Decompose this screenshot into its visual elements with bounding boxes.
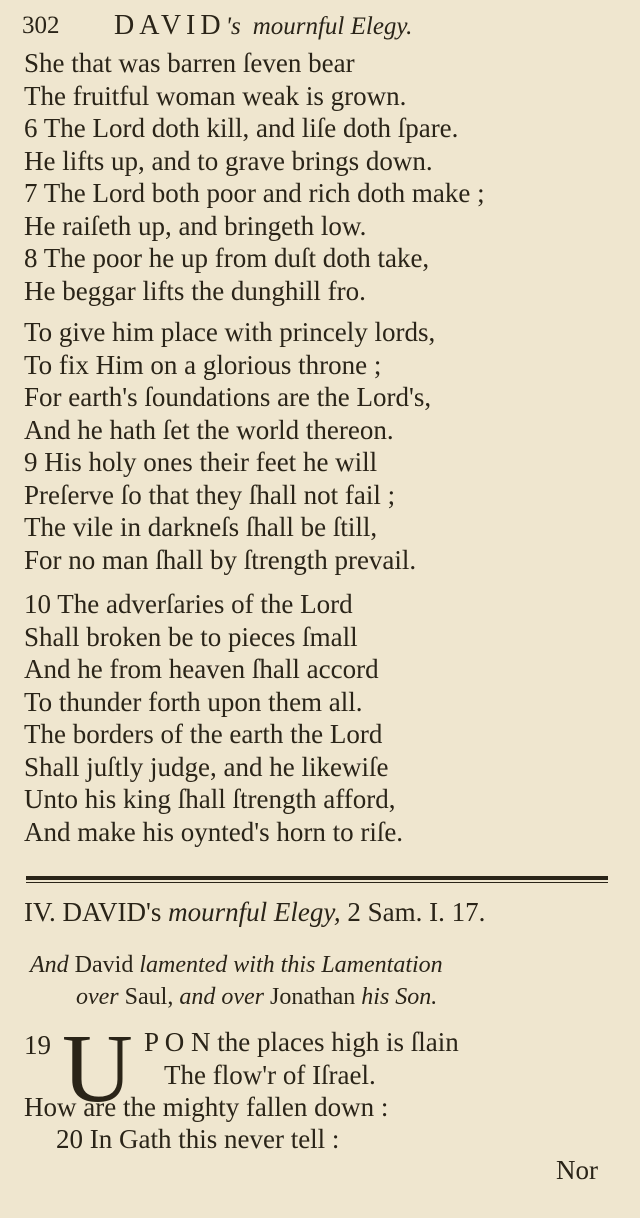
verse-line: He beggar lifts the dunghill fro.	[24, 275, 366, 306]
verse-line: To fix Him on a glorious throne ;	[24, 349, 382, 380]
verse-line: P O N the places high is ſlain	[144, 1027, 459, 1057]
verse-line: To thunder forth upon them all.	[24, 686, 363, 717]
intro-line-1	[30, 952, 443, 979]
running-title-possessive: 's	[225, 13, 241, 40]
verse-line: He raiſeth up, and bringeth low.	[24, 210, 367, 241]
section-divider-thin	[26, 882, 608, 883]
verse-line: The vile in darkneſs ſhall be ſtill,	[24, 512, 378, 542]
running-title-caps: DAVID	[114, 10, 226, 41]
stanza-3	[24, 588, 403, 848]
catchword: Nor	[556, 1155, 598, 1185]
section-number: IV.	[24, 897, 56, 927]
running-header	[22, 8, 622, 44]
intro-text: over	[76, 984, 119, 1010]
intro-name: David	[74, 952, 134, 978]
section-heading	[24, 897, 485, 928]
intro-text: his Son.	[361, 984, 438, 1010]
section-name: DAVID's	[62, 897, 162, 927]
verse-line: Shall juſtly judge, and he likewiſe	[24, 751, 389, 782]
intro-text: And	[30, 952, 69, 978]
verse-line: 9 His holy ones their feet he will	[24, 447, 378, 477]
running-title-italic: mournful Elegy.	[252, 13, 413, 40]
verse-line: 6 The Lord doth kill, and liſe doth ſpare.	[24, 113, 459, 143]
intro-text: lamented with this Lamentation	[139, 952, 443, 978]
verse-line: Shall broken be to pieces ſmall	[24, 621, 358, 652]
verse-line: For earth's ſoundations are the Lord's,	[24, 382, 432, 412]
verse-line: 10 The adverſaries of the Lord	[24, 589, 353, 619]
running-title	[114, 10, 412, 42]
stanza-2	[24, 316, 435, 576]
verse-line: And he from heaven ſhall accord	[24, 654, 379, 684]
verse-line: The fruitful woman weak is grown.	[24, 80, 407, 111]
drop-cap: U	[62, 1015, 133, 1123]
verse-line: 8 The poor he up from duſt doth take,	[24, 243, 430, 273]
intro-line-2	[76, 984, 437, 1011]
verse-line: Preſerve ſo that they ſhall not fail ;	[24, 479, 396, 510]
verse-line: And make his oynted's horn to riſe.	[24, 816, 404, 847]
section-divider-thick	[26, 876, 608, 880]
verse-line: And he hath ſet the world thereon.	[24, 414, 394, 445]
verse-line: The borders of the earth the Lord	[24, 719, 383, 749]
verse-line: The flow'r of Iſrael.	[164, 1060, 376, 1090]
intro-name: Jonathan	[269, 984, 356, 1010]
section-reference: 2 Sam. I. 17.	[347, 897, 486, 927]
section-italic-title: mournful Elegy,	[168, 897, 341, 927]
verse-number-19: 19	[24, 1030, 51, 1060]
intro-name: Saul,	[124, 984, 174, 1010]
verse-line: He lifts up, and to grave brings down.	[24, 145, 433, 176]
page-number: 302	[22, 12, 60, 39]
verse-line: Unto his king ſhall ſtrength afford,	[24, 784, 396, 814]
intro-text: and over	[179, 984, 264, 1010]
verse-line: She that was barren ſeven bear	[24, 48, 355, 78]
stanza-1	[24, 47, 485, 307]
verse-line: How are the mighty fallen down :	[24, 1092, 389, 1122]
verse-line: For no man ſhall by ſtrength prevail.	[24, 544, 417, 575]
verse-line: 20 In Gath this never tell :	[56, 1124, 340, 1154]
verse-line: 7 The Lord both poor and rich doth make ;	[24, 178, 485, 208]
verse-line: To give him place with princely lords,	[24, 317, 436, 347]
